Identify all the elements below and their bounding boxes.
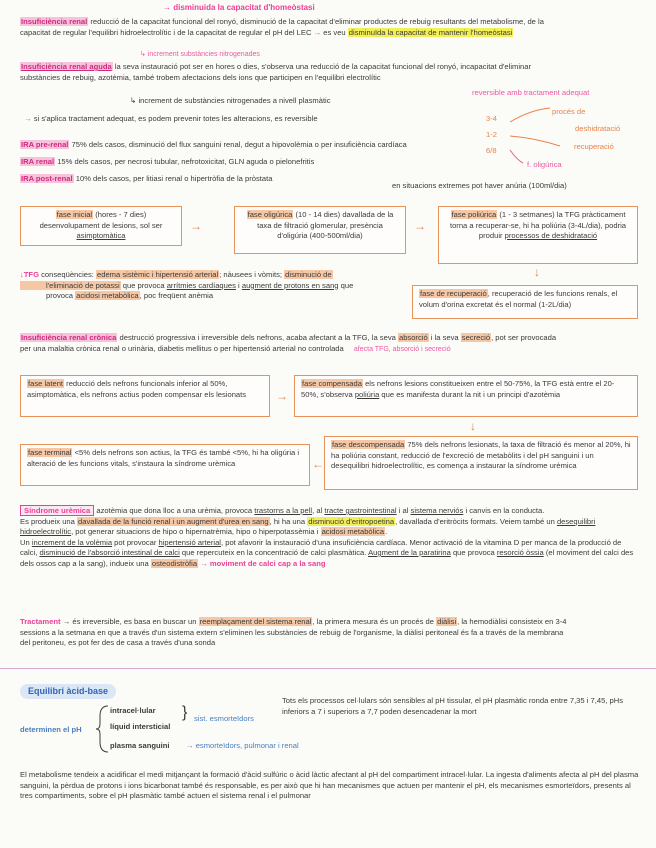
acid-base-brace-right: } <box>182 704 188 721</box>
type-renal: IRA renal 15% dels casos, per necrosi tubular, nefrotoxicitat, GLN aguda o pielonefritis <box>21 157 315 166</box>
arrow-3: ↓ <box>534 265 540 279</box>
fase-inicial-box: fase inicial (hores - 7 dies) desenvolupament de lesions, sol ser asimptomàtica <box>20 206 182 246</box>
acid-base-brace <box>96 704 110 754</box>
reversible-p1: procés de <box>552 107 586 116</box>
aguda-title: Insuficiència renal aguda <box>21 62 112 71</box>
reversible-olig: f. oligúrica <box>527 160 562 169</box>
tfg-block: ↓TFG conseqüències: edema sistèmic i hipertensió arterial; nàusees i vòmits; disminució de l'eliminació de potassi que provoca arrítmies cardíaques i augment de protons en sang que provoca acidosi metabòlica, poc freqüent anèmia <box>20 270 354 300</box>
cronica-section: Insuficiència renal crònica destrucció progressiva i irreversible dels nefrons, acaba afectant a la TFG, la seva absorció i la seva secreció, pot ser provocada per una malaltia crònica renal o urinària, diabetis mellitus o per hipertensió arterial no controlada afecta TFG, absorció i secreció <box>20 333 557 353</box>
tractament-title: Tractament <box>20 617 61 626</box>
acid-base-paragraph: El metabolisme tendeix a acidificar el medi mitjançant la formació d'àcid sulfúric o àcid làctic afectant al pH del compartiment intracel·lular. La ingesta d'aliments afecta al pH del plasma sanguini, la pèrdua de protons i ions bicarbonat també és responsable, es per això que hi han mecanismes que actuen per mantenir el pH, els mecanismes esmorteïdors, presents al tres compartiments, sobre el pH plasmàtic també actuen el sistema renal i el pulmonar <box>20 770 639 800</box>
aguda-line3: → si s'aplica tractament adequat, es podem prevenir totes les alteracions, es reversible <box>24 114 318 123</box>
uremica-section: Síndrome urèmica azotèmia que dona lloc a una urèmia, provoca trastorns a la pell, al tracte gastrointestinal i al sistema nerviós i canvis en la conducta. Es produeix una davallada de la funció renal i un augment d'urea en sang, hi ha una disminució d'eritropoetina, davallada d'eritròcits formats. Veiem també un desequilibri hidroelectrolític, pot generar situacions de hipo o hipernatrèmia, hipo o hiperpotassèmia i acidosi metabòlica. Un increment de la volèmia pot provocar hipertensió arterial, pot afavorir la instauració d'una insuficiència cardíaca. Menor activació de la vitamina D per manca de la producció de calci, disminució de l'absorció intestinal de calci que repercuteix en la concentració de calci plasmàtica. Augment de la paratirina que provoca resorció òssia (el moviment del calci des dels ossos cap a la sang), indueix una osteodistròfia → moviment de calci cap a la sang <box>20 506 634 568</box>
anuria-note: en situacions extremes pot haver anúria (100ml/dia) <box>392 181 567 190</box>
fase-recuperacio-box: fase de recuperació, recuperació de les funcions renals, el volum d'orina excretat és el normal (1-2L/dia) <box>412 285 638 319</box>
insuf-renal-highlight: disminuïda la capacitat de mantenir l'homeòstasi <box>348 27 513 37</box>
reversible-rec: recuperació <box>574 142 614 151</box>
insuf-renal-arrow: es veu <box>323 27 346 37</box>
fase-poliurica-box: fase poliúrica (1 - 3 setmanes) la TFG pràcticament torna a recuperar-se, hi ha poliúria (3-4L/dia), podria produir processos de deshidratació <box>438 206 638 264</box>
insuf-renal-title: Insuficiència renal <box>21 17 88 26</box>
acid-base-sist: sist. esmorteïdors <box>194 714 254 723</box>
type-postrenal: IRA post-renal 10% dels casos, per litiasi renal o hipertròfia de la pròstata <box>21 174 273 183</box>
top-note: → disminuida la capacitat d'homeòstasi <box>163 3 315 12</box>
acid-base-item-2: plasma sanguini <box>110 741 170 750</box>
insuf-renal-text1: reducció de la capacitat funcional del ronyó, disminució de la capacitat d'eliminar productes de rebuig resultants del metabolisme, de la <box>90 17 544 26</box>
arrow-1: → <box>190 219 202 233</box>
aguda-text2: substàncies de rebuig, azotèmia, també trobem afectacions dels ions que participen en l'equilibri electrolític <box>20 72 381 82</box>
acid-base-item-0: intracel·lular <box>110 706 156 715</box>
acid-base-title: Equilibri àcid-base <box>20 684 116 699</box>
fase-compensada-box: fase compensada els nefrons lesions constitueixen entre el 50-75%, la TFG està entre el 20-50%, s'observa poliúria que es manifesta durant la nit i un principi d'azotèmia <box>294 375 638 417</box>
section-divider <box>0 668 656 669</box>
uremica-title: Síndrome urèmica <box>20 505 94 516</box>
increment-note: ↳ increment substàncies nitrogenades <box>140 51 260 58</box>
acid-base-plasma-note: → esmorteïdors, pulmonar i renal <box>186 741 299 750</box>
acid-base-right-text: Tots els processos cel·lulars són sensibles al pH tissular, el pH plasmàtic ronda entre 7,35 i 7,45, pHs inferiors a 7 i superiors a 7,7 poden desencadenar la mort <box>282 696 624 716</box>
acid-base-item-1: líquid intersticial <box>110 722 171 731</box>
aguda-section <box>20 62 640 83</box>
fase-latent-box: fase latent reducció dels nefrons funcionals inferior al 50%, asimptomàtica, els nefrons actius poden compensar els lesionats <box>20 375 270 417</box>
type-prerenal: IRA pre-renal 75% dels casos, disminució del flux sanguini renal, degut a hipovolèmia o per insuficiència cardíaca <box>21 140 407 149</box>
acid-base-determinen: determinen el pH <box>20 725 82 734</box>
arrow-2: → <box>414 219 426 233</box>
reversible-a: 3-4 <box>486 114 497 123</box>
aguda-text1: la seva instauració pot ser en hores o dies, s'observa una reducció de la capacitat funcional del ronyó, incapacitat d'eliminar <box>114 62 532 71</box>
aguda-sub: ↳ increment de substàncies nitrogenades a nivell plasmàtic <box>130 96 331 105</box>
reversible-title: reversible amb tractament adequat <box>472 88 590 97</box>
reversible-b: 1-2 <box>486 130 497 139</box>
insuf-renal-section: Insuficiència renal reducció de la capacitat funcional del ronyó, disminució de la capacitat d'eliminar productes de rebuig resultants del metabolisme, de la capacitat de regular l'equilibri hidroelectrolític i de la capacitat de regular el pH del LEC → es veu disminuïda la capacitat de mantenir l'homeòstasi <box>20 17 544 37</box>
fase-oligurica-box: fase oligúrica (10 - 14 dies) davallada de la taxa de filtració glomerular, presència d'oligúria (400-500ml/dia) <box>234 206 406 254</box>
arrow-5: ↓ <box>470 419 476 433</box>
tractament-section: Tractament → és irreversible, es basa en buscar un reemplaçament del sistema renal, la primera mesura és un procés de diàlisi, la hemodiàlisi consisteix en 3-4 sessions a la setmana en que a través d'un sistema extern s'eliminen les substàncies de rebuig de l'organisme, la diàlisi peritoneal és fa a través de la membrana del peritoneu, es pot fer des de casa a través d'una sonda <box>20 617 567 647</box>
reversible-c: 6/8 <box>486 146 497 155</box>
fase-descompensada-box: fase descompensada 75% dels nefrons lesionats, la taxa de filtració és menor al 20%, hi ha poliúria constant, reducció de l'excreció de metabòlits i del pH sanguini i un desequilibri hidroelectrolític, es comença a instaurar la síndrome urèmica <box>324 436 638 490</box>
insuf-renal-text2: capacitat de regular l'equilibri hidroelectrolític i de la capacitat de regular el pH del LEC <box>20 27 312 37</box>
arrow-4: → <box>276 389 288 403</box>
fase-terminal-box: fase terminal <5% dels nefrons son actius, la TFG és també <5%, hi ha oligúria i alteració de les funcions vitals, s'instaura la síndrome urèmica <box>20 444 310 486</box>
arrow-6: ← <box>312 457 324 471</box>
reversible-p2: deshidratació <box>575 124 621 133</box>
